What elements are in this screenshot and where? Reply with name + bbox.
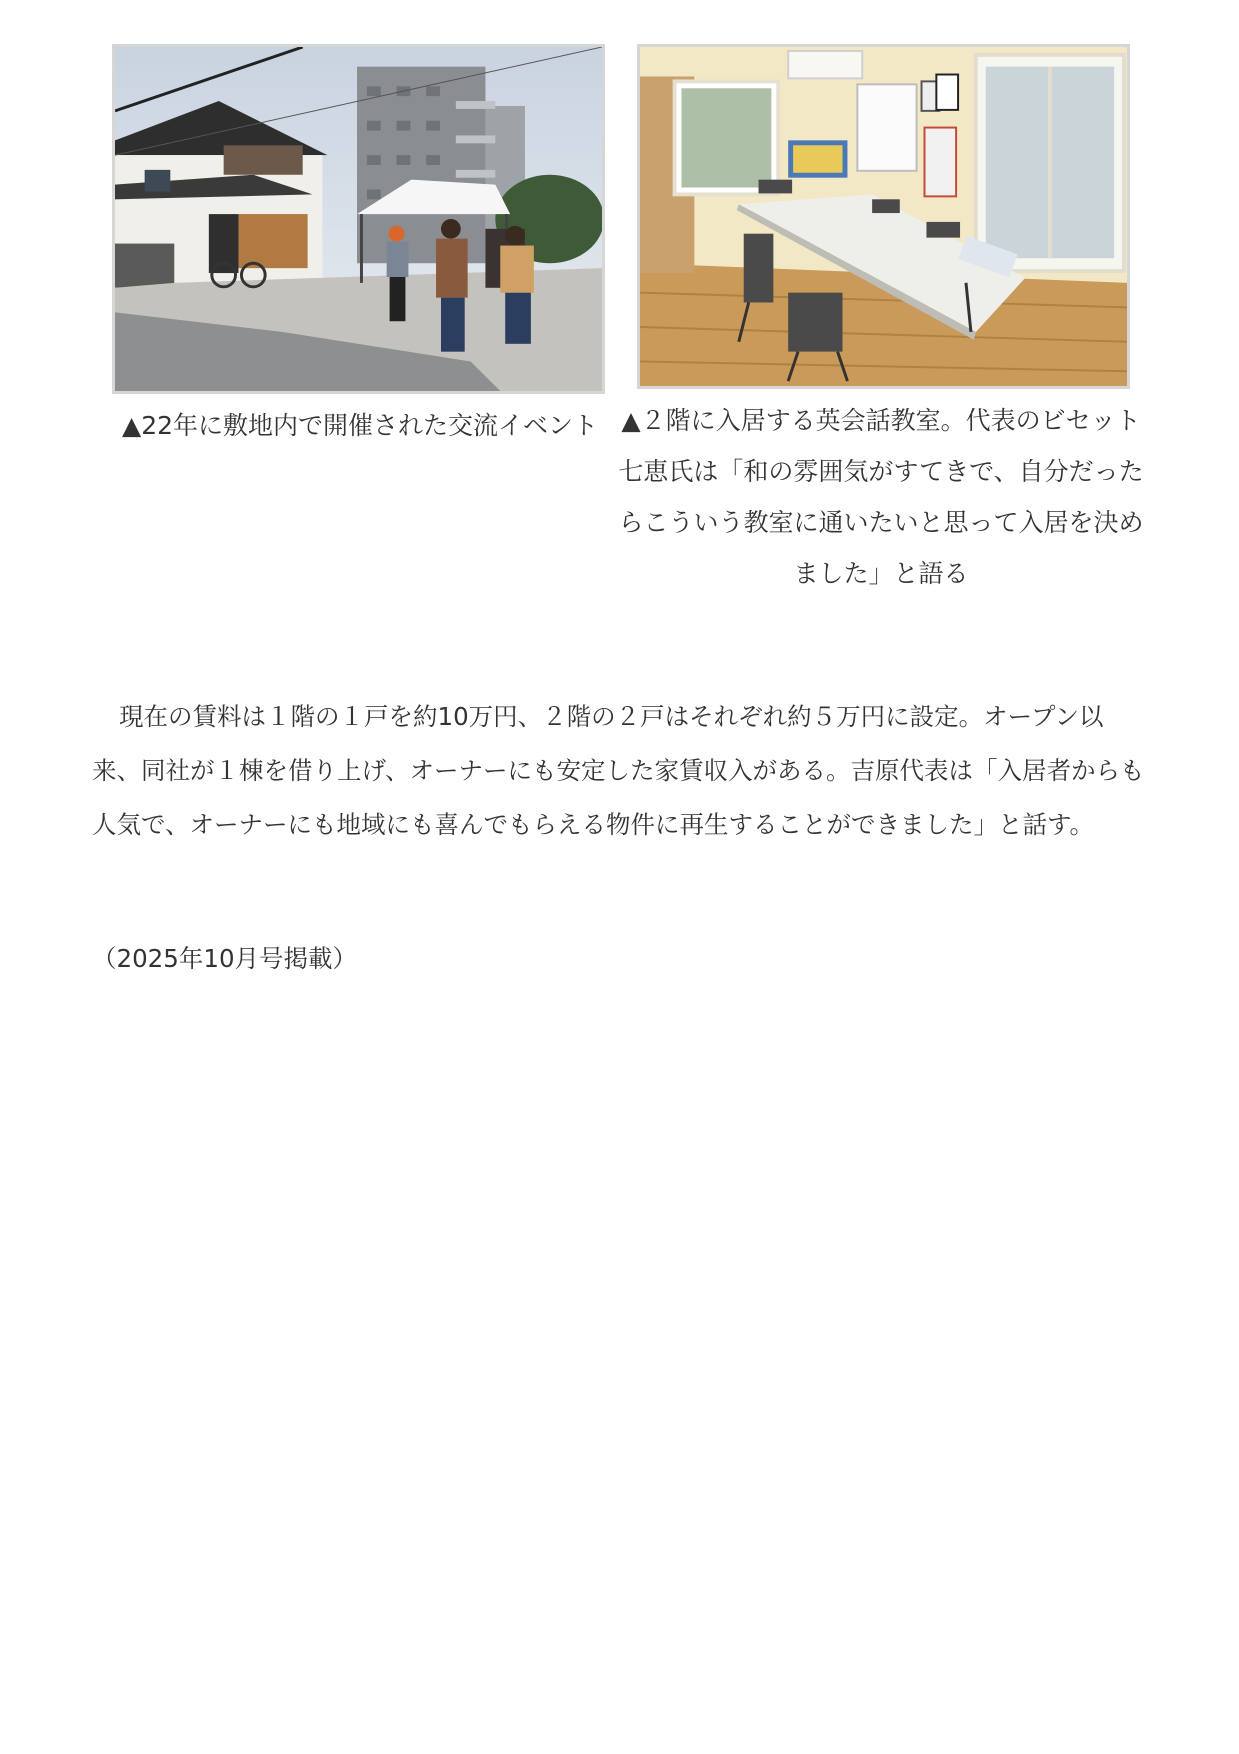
photo-caption-right: ▲２階に入居する英会話教室。代表のビセット七恵氏は「和の雰囲気がすてきで、自分だったらこういう教室に通いたいと思って入居を決めました」と語る — [618, 406, 1144, 588]
classroom-icon — [640, 47, 1127, 386]
photo-caption-left: ▲22年に敷地内で開催された交流イベント — [121, 411, 599, 440]
outdoor-event-photo — [112, 44, 605, 394]
article-paragraph: 現在の賃料は１階の１戸を約10万円、２階の２戸はそれぞれ約５万円に設定。オープン以来、同社が１棟を借り上げ、オーナーにも安定した家賃収入がある。吉原代表は「入居者からも人気で、オーナーにも地域にも喜んでもらえる物件に再生することができました」と話す。 — [92, 702, 1145, 839]
outdoor-event-icon — [115, 47, 602, 391]
classroom-photo — [637, 44, 1130, 389]
issue-note: （2025年10月号掲載） — [92, 944, 358, 973]
